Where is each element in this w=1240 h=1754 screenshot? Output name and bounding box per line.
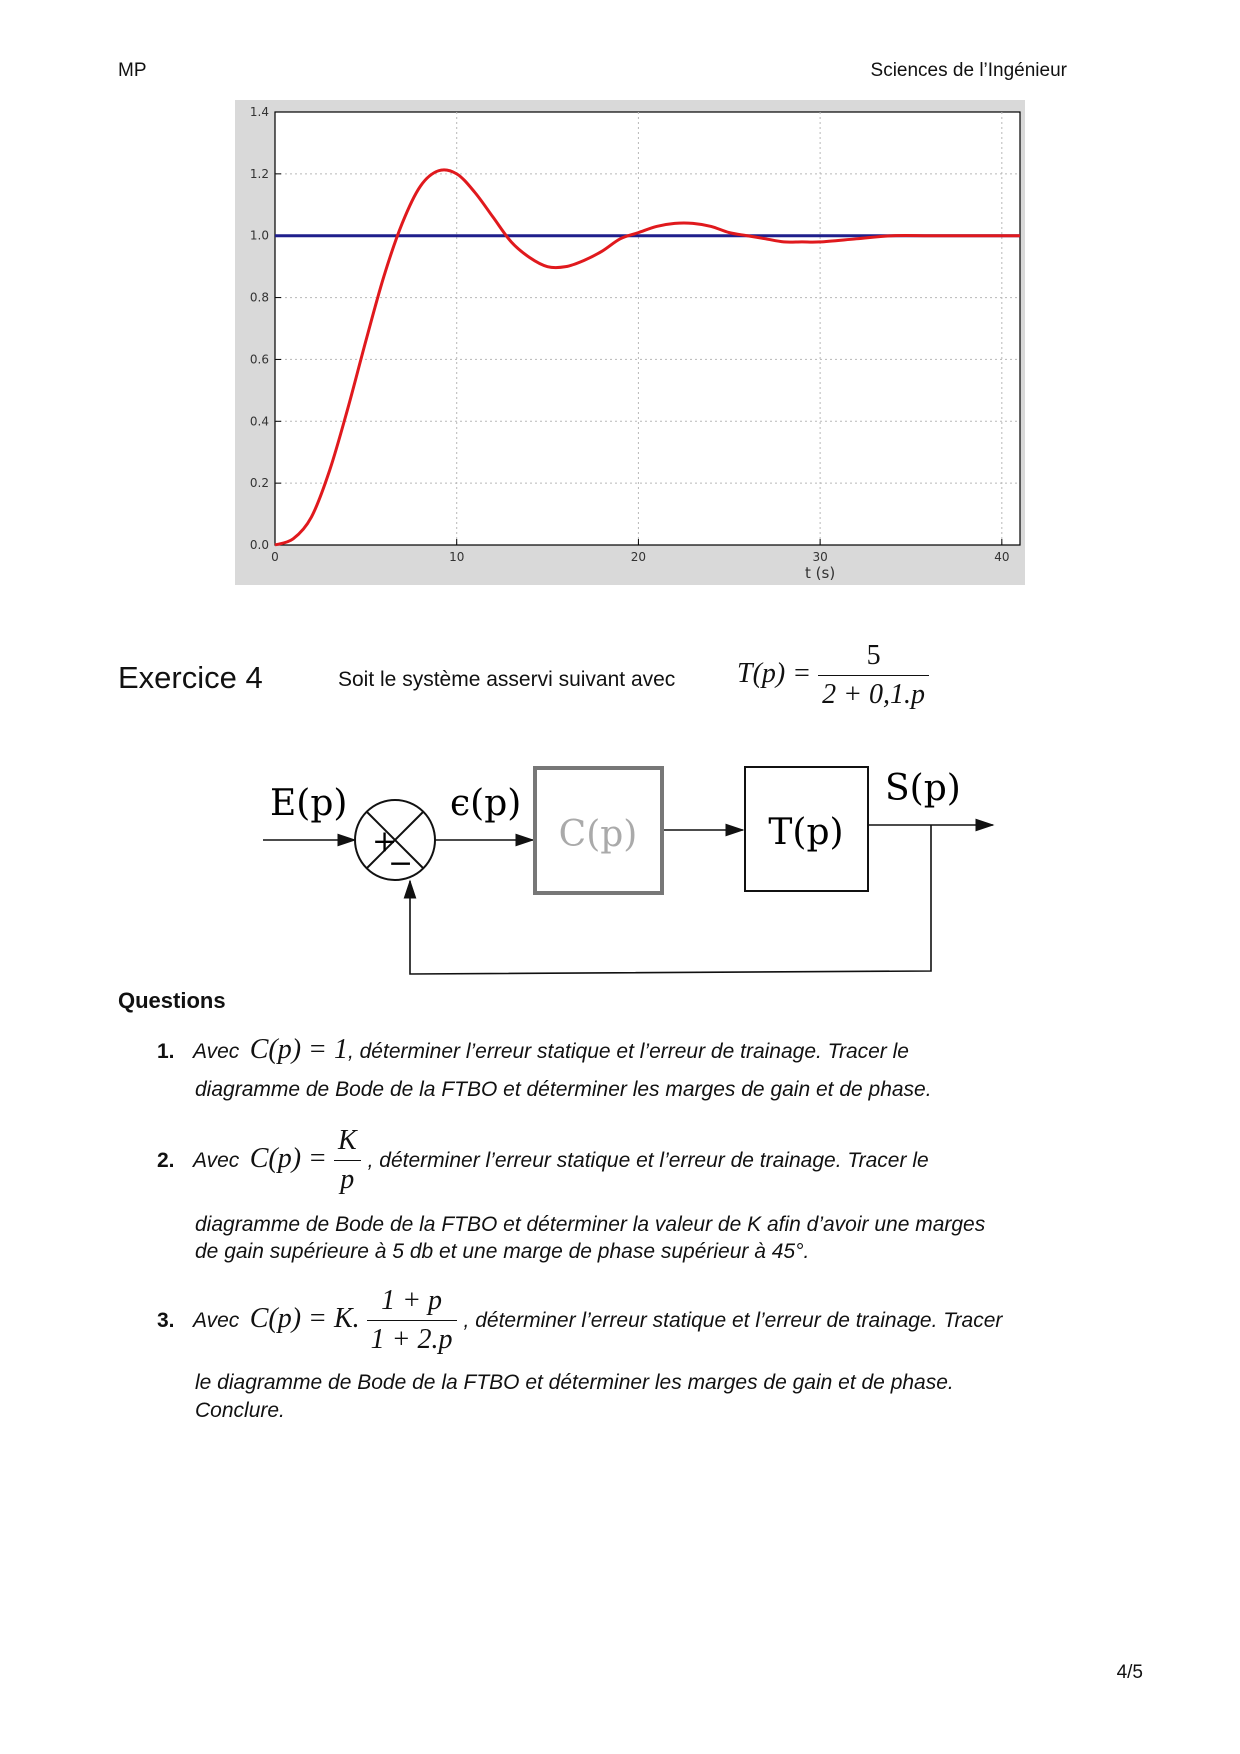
y-tick-label: 0.8 (249, 290, 269, 305)
question-2-formula-lhs: C(p) = (249, 1142, 327, 1174)
tp-numerator: 5 (818, 640, 929, 676)
input-label: E(p) (270, 783, 348, 824)
question-2-numerator: K (334, 1125, 361, 1161)
plot-area (275, 112, 1020, 545)
x-tick-label: 10 (449, 550, 465, 564)
question-1 (157, 1034, 909, 1066)
controller-label: C(p) (558, 814, 638, 855)
question-3-avec: Avec (192, 1308, 240, 1332)
output-label: S(p) (885, 768, 961, 809)
tp-lhs: T(p) = (737, 657, 812, 689)
tp-fraction (818, 640, 929, 711)
header-left: MP (118, 60, 147, 81)
minus-sign: − (388, 846, 414, 881)
tp-denominator: 2 + 0,1.p (822, 679, 926, 710)
x-axis-label: t (s) (805, 564, 836, 582)
x-tick-label: 30 (812, 550, 828, 564)
question-1-number: 1. (157, 1040, 175, 1063)
error-label: ϵ(p) (450, 783, 522, 824)
plus-sign: + (372, 824, 398, 859)
question-3-line3: Conclure. (195, 1399, 285, 1422)
question-3-formula (249, 1285, 464, 1355)
question-3-denominator: 1 + 2.p (370, 1324, 453, 1355)
question-2-number: 2. (157, 1148, 175, 1172)
question-2 (157, 1125, 929, 1196)
question-3-fraction (367, 1285, 457, 1356)
question-2-avec: Avec (192, 1148, 240, 1172)
y-tick-label: 0.4 (249, 414, 269, 429)
question-1-line1: , déterminer l’erreur statique et l’erreur de trainage. Tracer le (347, 1040, 909, 1063)
y-tick-label: 1.2 (249, 166, 269, 181)
header-right: Sciences de l’Ingénieur (870, 60, 1067, 81)
block-diagram (255, 755, 1010, 985)
y-tick-label: 0.6 (249, 352, 269, 367)
question-2-formula (249, 1125, 368, 1195)
x-tick-label: 40 (994, 550, 1010, 564)
x-tick-label: 20 (630, 550, 647, 564)
question-3-numerator: 1 + p (367, 1285, 457, 1321)
transfer-function-T (737, 640, 929, 711)
y-tick-label: 0.2 (249, 476, 269, 491)
x-tick-label: 0 (271, 550, 279, 564)
question-3-line2: le diagramme de Bode de la FTBO et déterminer les marges de gain et de phase. (195, 1371, 954, 1394)
question-3-number: 3. (157, 1308, 175, 1332)
question-2-line1: , déterminer l’erreur statique et l’erreur de trainage. Tracer le (367, 1148, 929, 1172)
question-2-fraction (334, 1125, 361, 1196)
y-tick-label: 1.4 (249, 105, 269, 119)
exercise-title: Exercice 4 (118, 660, 263, 695)
question-3 (157, 1285, 1002, 1356)
questions-heading: Questions (118, 988, 226, 1013)
question-1-formula: C(p) = 1 (249, 1034, 348, 1065)
question-3-line1: , déterminer l’erreur statique et l’erreur de trainage. Tracer (463, 1308, 1003, 1332)
question-2-line3: de gain supérieure à 5 db et une marge de phase supérieur à 45°. (195, 1240, 810, 1263)
question-1-avec: Avec (192, 1040, 240, 1063)
question-1-line2: diagramme de Bode de la FTBO et déterminer les marges de gain et de phase. (195, 1078, 932, 1101)
question-3-formula-lhs: C(p) = K. (249, 1302, 360, 1334)
question-2-line2: diagramme de Bode de la FTBO et déterminer la valeur de K afin d’avoir une marges (195, 1213, 986, 1236)
exercise-intro: Soit le système asservi suivant avec (338, 668, 676, 691)
plant-label: T(p) (768, 812, 844, 853)
step-response-chart (235, 100, 1025, 585)
page-number: 4/5 (1116, 1662, 1143, 1683)
question-2-denominator: p (340, 1164, 355, 1195)
y-tick-label: 0.0 (249, 538, 269, 552)
y-tick-label: 1.0 (249, 228, 269, 243)
